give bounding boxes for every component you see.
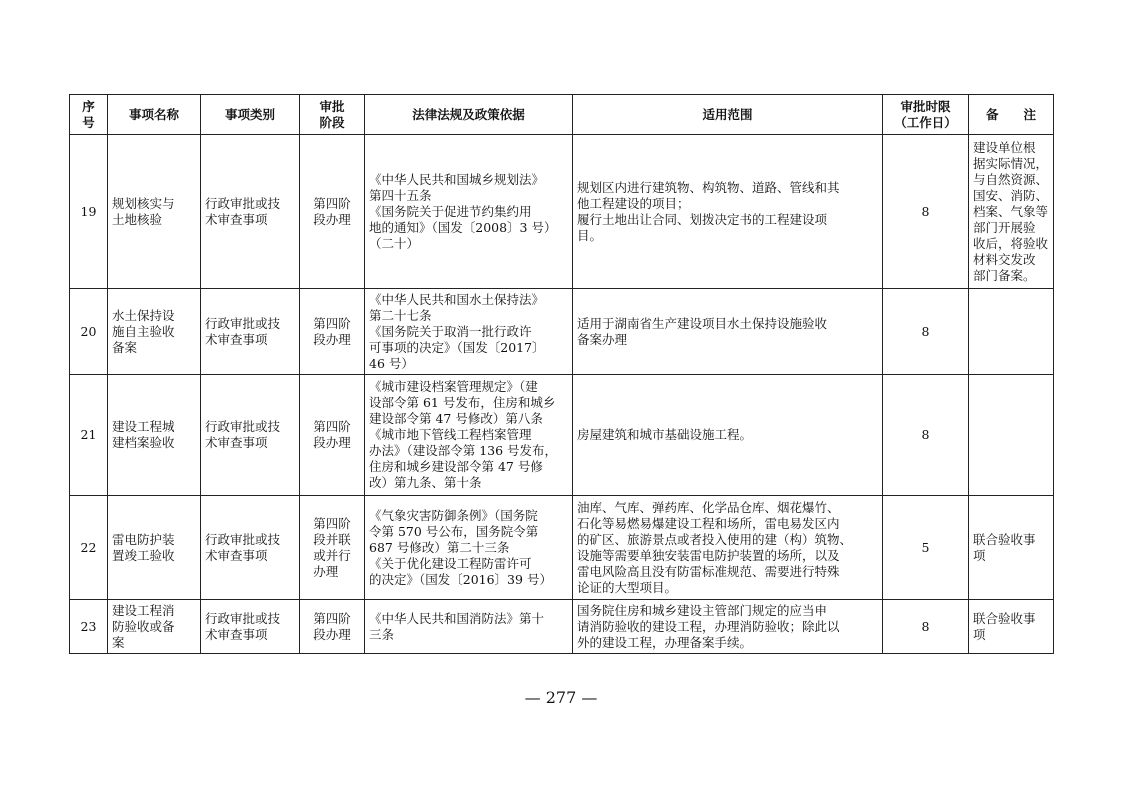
table-row bbox=[70, 496, 1054, 600]
table-row bbox=[70, 289, 1054, 375]
row-number: 20 bbox=[70, 289, 108, 375]
item-note: 联合验收事 项 bbox=[969, 600, 1054, 654]
table-row bbox=[70, 135, 1054, 289]
row-number: 23 bbox=[70, 600, 108, 654]
item-days: 8 bbox=[883, 135, 969, 289]
item-basis: 《中华人民共和国水土保持法》 第二十七条 《国务院关于取消一批行政许 可事项的决定》（国发〔2017〕 46 号） bbox=[365, 289, 573, 375]
item-scope: 适用于湖南省生产建设项目水土保持设施验收 备案办理 bbox=[573, 289, 883, 375]
header-stage: 审批 阶段 bbox=[300, 95, 365, 135]
item-days: 5 bbox=[883, 496, 969, 600]
table-row bbox=[70, 600, 1054, 654]
row-number: 21 bbox=[70, 375, 108, 496]
approval-items-table bbox=[69, 94, 1054, 654]
header-basis: 法律法规及政策依据 bbox=[365, 95, 573, 135]
item-type: 行政审批或技 术审查事项 bbox=[201, 496, 300, 600]
item-type: 行政审批或技 术审查事项 bbox=[201, 600, 300, 654]
item-scope: 国务院住房和城乡建设主管部门规定的应当申 请消防验收的建设工程，办理消防验收；除此以 外的建设工程，办理备案手续。 bbox=[573, 600, 883, 654]
row-number: 22 bbox=[70, 496, 108, 600]
item-name: 规划核实与 土地核验 bbox=[108, 135, 201, 289]
item-days: 8 bbox=[883, 600, 969, 654]
item-stage: 第四阶 段并联 或并行 办理 bbox=[300, 496, 365, 600]
page-number: — 277 — bbox=[524, 688, 598, 707]
item-days: 8 bbox=[883, 289, 969, 375]
header-note: 备 注 bbox=[969, 95, 1054, 135]
item-stage: 第四阶 段办理 bbox=[300, 135, 365, 289]
item-stage: 第四阶 段办理 bbox=[300, 289, 365, 375]
header-no: 序 号 bbox=[70, 95, 108, 135]
item-type: 行政审批或技 术审查事项 bbox=[201, 375, 300, 496]
item-scope: 油库、气库、弹药库、化学品仓库、烟花爆竹、 石化等易燃易爆建设工程和场所，雷电易发区内 的矿区、旅游景点或者投入使用的建（构）筑物、 设施等需要单独安装雷电防护装置的场所，以及 雷电风险高且没有防雷标准规范、需要进行特殊 论证的大型项目。 bbox=[573, 496, 883, 600]
item-scope: 规划区内进行建筑物、构筑物、道路、管线和其 他工程建设的项目； 履行土地出让合同、划拨决定书的工程建设项 目。 bbox=[573, 135, 883, 289]
item-basis: 《城市建设档案管理规定》（建 设部令第 61 号发布，住房和城乡 建设部令第 47 号修改）第八条 《城市地下管线工程档案管理 办法》（建设部令第 136 号发布， 住房和城乡建设部令第 47 号修 改）第九条、第十条 bbox=[365, 375, 573, 496]
table-row bbox=[70, 375, 1054, 496]
item-basis: 《中华人民共和国城乡规划法》 第四十五条 《国务院关于促进节约集约用 地的通知》（国发〔2008〕3 号） （二十） bbox=[365, 135, 573, 289]
item-stage: 第四阶 段办理 bbox=[300, 375, 365, 496]
item-note bbox=[969, 375, 1054, 496]
item-scope: 房屋建筑和城市基础设施工程。 bbox=[573, 375, 883, 496]
item-note bbox=[969, 289, 1054, 375]
row-number: 19 bbox=[70, 135, 108, 289]
item-name: 建设工程城 建档案验收 bbox=[108, 375, 201, 496]
item-note: 建设单位根 据实际情况， 与自然资源、 国安、消防、 档案、气象等 部门开展验 收后，将验收 材料交发改 部门备案。 bbox=[969, 135, 1054, 289]
item-stage: 第四阶 段办理 bbox=[300, 600, 365, 654]
header-type: 事项类别 bbox=[201, 95, 300, 135]
item-basis: 《气象灾害防御条例》（国务院 令第 570 号公布，国务院令第 687 号修改）第二十三条 《关于优化建设工程防雷许可 的决定》（国发〔2016〕39 号） bbox=[365, 496, 573, 600]
header-scope: 适用范围 bbox=[573, 95, 883, 135]
header-days: 审批时限 （工作日） bbox=[883, 95, 969, 135]
item-type: 行政审批或技 术审查事项 bbox=[201, 135, 300, 289]
item-days: 8 bbox=[883, 375, 969, 496]
item-name: 建设工程消 防验收或备 案 bbox=[108, 600, 201, 654]
table-header-row bbox=[70, 95, 1054, 135]
header-name: 事项名称 bbox=[108, 95, 201, 135]
item-name: 雷电防护装 置竣工验收 bbox=[108, 496, 201, 600]
item-type: 行政审批或技 术审查事项 bbox=[201, 289, 300, 375]
item-basis: 《中华人民共和国消防法》第十 三条 bbox=[365, 600, 573, 654]
item-name: 水土保持设 施自主验收 备案 bbox=[108, 289, 201, 375]
item-note: 联合验收事 项 bbox=[969, 496, 1054, 600]
